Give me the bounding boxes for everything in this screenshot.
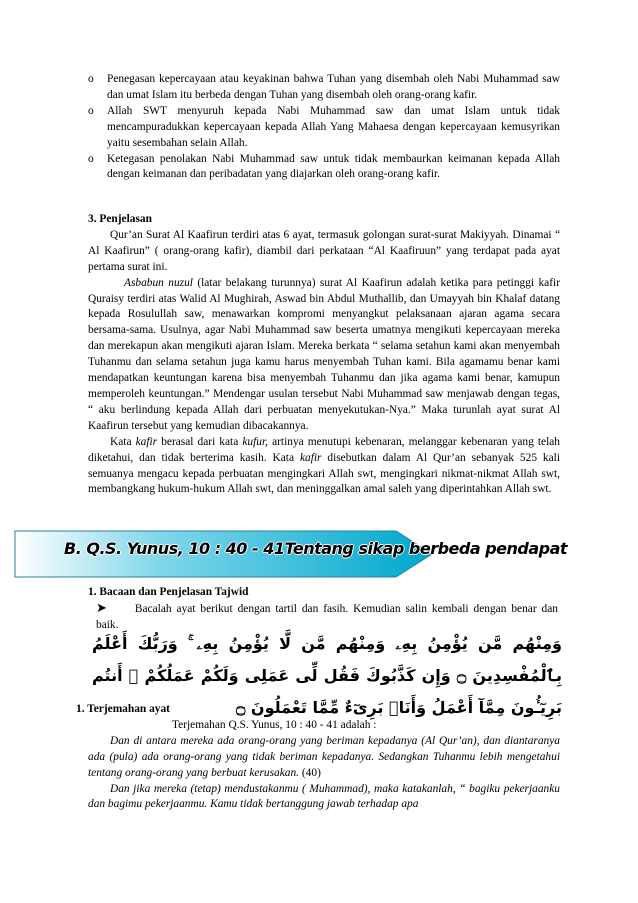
bullet-item [88, 152, 560, 184]
section-heading: 3. Penjelasan [88, 213, 152, 225]
italic-term: kafir [135, 435, 158, 448]
bullet-item [88, 104, 560, 152]
section-terjemahan [76, 702, 560, 813]
paragraph-text: Kata [110, 435, 136, 448]
italic-term: Asbabun nuzul [124, 276, 193, 289]
bullet-circle-icon: o [88, 73, 94, 85]
italic-term: kafir [299, 451, 322, 464]
bullet-list [88, 72, 560, 183]
translation-paragraph: Dan jika mereka (tetap) mendustakanmu ( Muhammad), maka katakanlah, “ bagiku pekerjaanku dan bagimu pekerjaanmu. Kamu tidak bertanggung jawab terhadap apa [88, 782, 560, 811]
translation-paragraph [76, 734, 560, 782]
bullet-circle-icon: o [88, 152, 94, 165]
section-heading: 1. Terjemahan ayat [76, 703, 170, 715]
italic-term: kufur, [242, 435, 268, 448]
translation-text: Dan di antara mereka ada orang-orang yang beriman kepadanya (Al Qur’an), dan diantaranya ada (pula) ada orang-orang yang tidak beriman kepadanya. Sedangkan Tuhanmu lebih mengetahui tentang orang-orang yang berbuat kerusakan. [88, 734, 560, 779]
paragraph-text: artinya menutupi kebenaran, melanggar kebenaran yang telah diketahui, dan tidak berterima kasih. Kata [88, 435, 560, 464]
bullet-circle-icon: o [88, 104, 94, 117]
instruction-text: Bacalah ayat berikut dengan tartil dan fasih. Kemudian salin kembali dengan benar dan baik. [96, 602, 558, 631]
section-heading: 1. Bacaan dan Penjelasan Tajwid [88, 586, 249, 598]
paragraph-text: disebutkan dalam Al Qur’an sebanyak 525 kali semuanya mengacu kepada perbuatan mengingkari Allah swt, mengingkari nikmat-nikmat Allah swt, membangkang hukum-hukum Allah swt, dan meninggalkan amal saleh yang diperintahkan Allah swt. [88, 451, 561, 496]
paragraph-text: berasal dari kata [157, 435, 243, 448]
verse-number: (40) [299, 766, 321, 779]
bullet-item [88, 72, 560, 104]
paragraph [88, 276, 560, 435]
section-penjelasan [88, 212, 560, 498]
section-bacaan [88, 585, 558, 634]
paragraph: Qur’an Surat Al Kaafirun terdiri atas 6 ayat, termasuk golongan surat-surat Makiyyah. Dinamai “ Al Kaafirun” ( orang-orang kafir), diambil dari perkataan “Al Kaafiruun” yang terdapat pada ayat pertama surat ini. [88, 228, 560, 273]
bullet-text: Allah SWT menyuruh kepada Nabi Muhammad saw dan umat Islam untuk tidak mencampuradukkan kepercayaan kepada Allah Yang Mahaesa dengan kepercayaan kemusyrikan yaitu sesembahan selain Allah. [107, 104, 560, 149]
paragraph-text: (latar belakang turunnya) surat Al Kaafirun adalah ketika para petinggi kafir Quraisy terdiri atas Walid Al Mughirah, Aswad bin Abdul Muthallib, dan Umayyah bin Khalaf datang kepada Rosulullah saw, menawarkan kompromi menyangkut pelaksanaan ajaran agama secara bersama-sama. Usulnya, agar Nabi Muhammad saw beserta umatnya mengikuti kepercayaan mereka dan merekapun akan mengikuti ajaran Islam. Mereka berkata “ selama setahun kami akan menyembah Tuhanmu dan selama setahun juga kamu harus menyembah Tuhan kami. Bila agamamu benar kami mendapatkan keuntungan karena bisa menyembah Tuhanmu dan jika agama kami benar, kamupun memperoleh keuntungan.” Mendengar usulan tersebut Nabi Muhammad saw menjawab dengan tegas, “ aku berlindung kepada Allah dari perbuatan menyekutukan-Nya.” Maka turunlah ayat surat Al Kaafirun tersebut yang kemudian dibacakannya. [88, 276, 560, 432]
bullet-text: Penegasan kepercayaan atau keyakinan bahwa Tuhan yang disembah oleh Nabi Muhammad saw dan umat Islam itu berbeda dengan Tuhan yang disembah oleh orang-orang kafir. [107, 73, 560, 101]
section-banner [14, 527, 568, 582]
arabic-verse: وَمِنْهُم مَّن يُؤْمِنُ بِهِۦ وَمِنْهُم مَّن لَّا يُؤْمِنُ بِهِۦ ۚ وَرَبُّكَ أَعْلَمُ بِٱلْمُفْسِدِينَ ۝ وَإِن كَذَّبُوكَ فَقُل لِّى عَمَلِى وَلَكُمْ عَمَلُكُمْ ۖ أَنتُم بَرِيٓـُٔونَ مِمَّآ أَعْمَلُ وَأَنَا۠ بَرِىٓءٌ مِّمَّا تَعْمَلُونَ ۝ [92, 634, 562, 717]
subtitle: Terjemahan Q.S. Yunus, 10 : 40 - 41 adalah : [172, 718, 377, 731]
arrow-right-icon: ➤ [96, 600, 107, 616]
banner-title: B. Q.S. Yunus, 10 : 40 - 41Tentang sikap berbeda pendapat [64, 539, 568, 558]
bullet-text: Ketegasan penolakan Nabi Muhammad saw untuk tidak membaurkan keimanan kepada Allah dengan keimanan dan peribadatan yang diajarkan oleh orang-orang kafir. [107, 152, 560, 181]
paragraph [88, 435, 560, 499]
